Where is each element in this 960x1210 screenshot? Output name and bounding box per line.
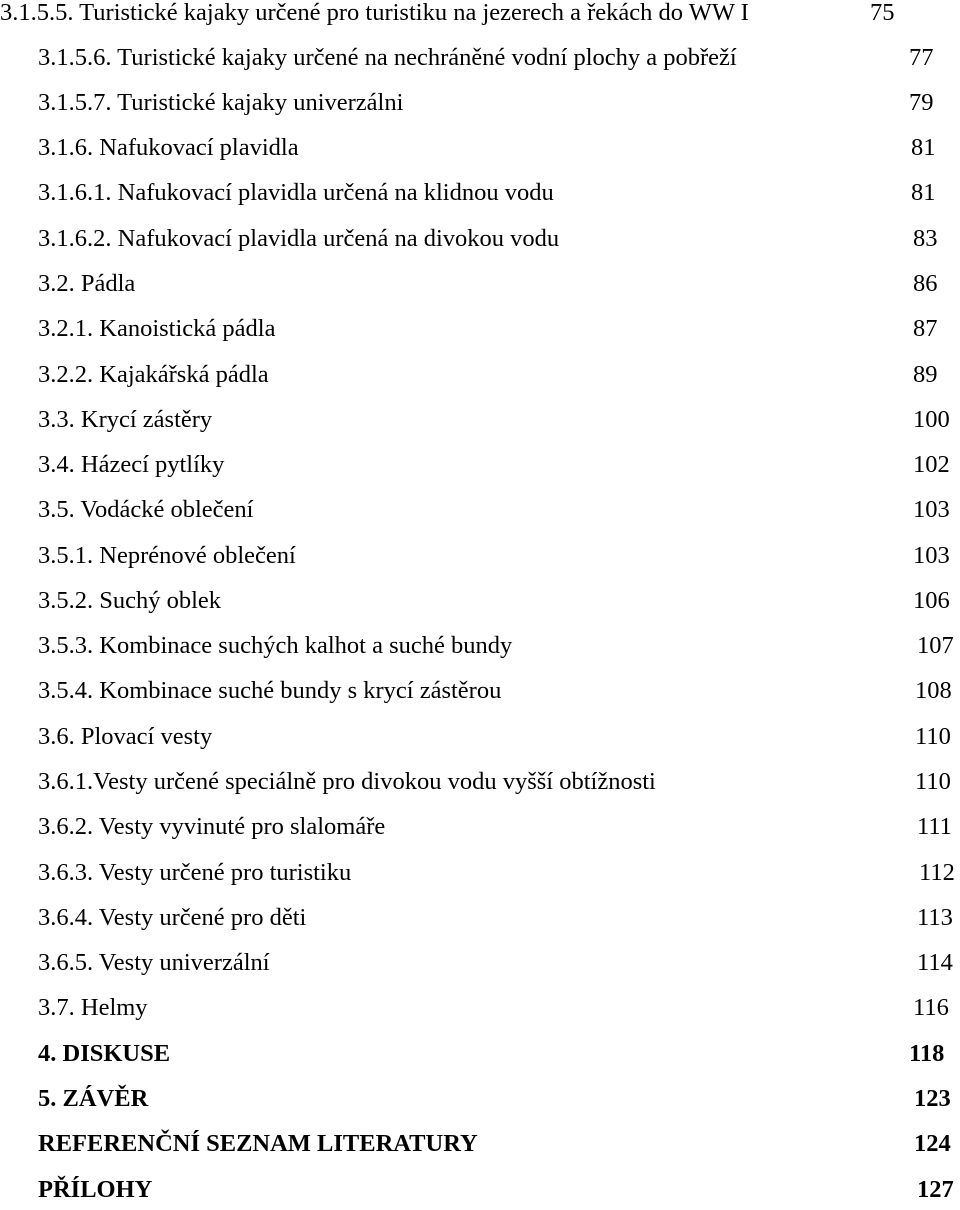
toc-entry-title: 3.5.4. Kombinace suché bundy s krycí zástěrou — [38, 677, 502, 704]
toc-entry-page: 112 — [919, 859, 955, 886]
toc-entry-page: 110 — [915, 723, 951, 750]
toc-entry-title: 3.6.3. Vesty určené pro turistiku — [38, 859, 352, 886]
toc-entry — [0, 717, 960, 757]
toc-entry-title: REFERENČNÍ SEZNAM LITERATURY — [38, 1130, 478, 1157]
toc-entry-title: 5. ZÁVĚR — [38, 1085, 149, 1112]
toc-entry — [0, 445, 960, 485]
toc-entry-title: 3.6.2. Vesty vyvinuté pro slalomáře — [38, 813, 386, 840]
toc-entry-page: 100 — [913, 406, 950, 433]
toc-entry — [0, 0, 960, 33]
toc-entry-page: 127 — [917, 1176, 954, 1203]
toc-entry-page: 113 — [917, 904, 953, 931]
toc-entry-page: 111 — [917, 813, 952, 840]
toc-entry-title: 3.1.6. Nafukovací plavidla — [38, 134, 299, 161]
toc-entry — [0, 943, 960, 983]
toc-entry-page: 83 — [913, 225, 938, 252]
toc-entry-title: 3.4. Házecí pytlíky — [38, 451, 225, 478]
toc-entry-title: 3.2.2. Kajakářská pádla — [38, 361, 269, 388]
toc-entry-page: 108 — [915, 677, 952, 704]
toc-entry — [0, 1034, 960, 1074]
toc-entry — [0, 853, 960, 893]
toc-entry-page: 75 — [870, 0, 895, 26]
toc-entry — [0, 400, 960, 440]
toc-entry-page: 106 — [913, 587, 950, 614]
toc-entry — [0, 1170, 960, 1210]
toc-entry-page: 118 — [909, 1040, 945, 1067]
toc-entry-page: 79 — [909, 89, 934, 116]
toc-entry-page: 116 — [913, 994, 949, 1021]
toc-entry-page: 77 — [909, 44, 934, 71]
toc-entry-page: 107 — [917, 632, 954, 659]
toc-entry-title: 3.1.5.6. Turistické kajaky určené na nechráněné vodní plochy a pobřeží — [38, 44, 737, 71]
toc-entry-page: 102 — [913, 451, 950, 478]
toc-entry-title: 3.1.5.7. Turistické kajaky univerzálni — [38, 89, 404, 116]
toc-entry-page: 86 — [913, 270, 938, 297]
toc-entry-title: 3.1.5.5. Turistické kajaky určené pro turistiku na jezerech a řekách do WW I — [0, 0, 749, 26]
toc-entry — [0, 490, 960, 530]
toc-entry-page: 123 — [914, 1085, 951, 1112]
toc-entry-title: 3.3. Krycí zástěry — [38, 406, 213, 433]
toc-entry-page: 87 — [913, 315, 938, 342]
toc-entry-title: 3.5.2. Suchý oblek — [38, 587, 222, 614]
toc-entry — [0, 219, 960, 259]
toc-entry — [0, 671, 960, 711]
toc-entry-page: 103 — [913, 542, 950, 569]
toc-entry — [0, 128, 960, 168]
toc-entry-page: 124 — [914, 1130, 951, 1157]
toc-entry — [0, 536, 960, 576]
toc-entry — [0, 807, 960, 847]
toc-entry — [0, 1079, 960, 1119]
toc-entry-title: 3.1.6.2. Nafukovací plavidla určená na divokou vodu — [38, 225, 560, 252]
toc-entry — [0, 898, 960, 938]
toc-entry-page: 81 — [911, 134, 936, 161]
toc-entry-title: 3.5.1. Neprénové oblečení — [38, 542, 296, 569]
toc-entry — [0, 38, 960, 78]
toc-entry — [0, 264, 960, 304]
toc-entry-title: PŘÍLOHY — [38, 1176, 153, 1203]
toc-entry-title: 3.6. Plovací vesty — [38, 723, 213, 750]
toc-entry — [0, 83, 960, 123]
toc-entry-title: 4. DISKUSE — [38, 1040, 171, 1067]
toc-entry — [0, 309, 960, 349]
toc-entry-title: 3.5. Vodácké oblečení — [38, 496, 254, 523]
toc-entry — [0, 762, 960, 802]
toc-entry — [0, 1124, 960, 1164]
toc-entry-page: 81 — [911, 179, 936, 206]
toc-entry — [0, 355, 960, 395]
toc-entry-title: 3.6.1.Vesty určené speciálně pro divokou vodu vyšší obtížnosti — [38, 768, 656, 795]
toc-entry-title: 3.2.1. Kanoistická pádla — [38, 315, 276, 342]
toc-entry — [0, 581, 960, 621]
toc-entry-page: 114 — [917, 949, 953, 976]
toc-entry-title: 3.5.3. Kombinace suchých kalhot a suché bundy — [38, 632, 513, 659]
toc-entry-page: 89 — [913, 361, 938, 388]
toc-entry-page: 110 — [915, 768, 951, 795]
toc-entry — [0, 173, 960, 213]
toc-entry-title: 3.6.5. Vesty univerzální — [38, 949, 270, 976]
toc-entry — [0, 988, 960, 1028]
toc-entry-title: 3.2. Pádla — [38, 270, 136, 297]
toc-entry-title: 3.1.6.1. Nafukovací plavidla určená na klidnou vodu — [38, 179, 554, 206]
toc-entry-title: 3.6.4. Vesty určené pro děti — [38, 904, 307, 931]
toc-entry-page: 103 — [913, 496, 950, 523]
toc-entry-title: 3.7. Helmy — [38, 994, 148, 1021]
toc-entry — [0, 626, 960, 666]
